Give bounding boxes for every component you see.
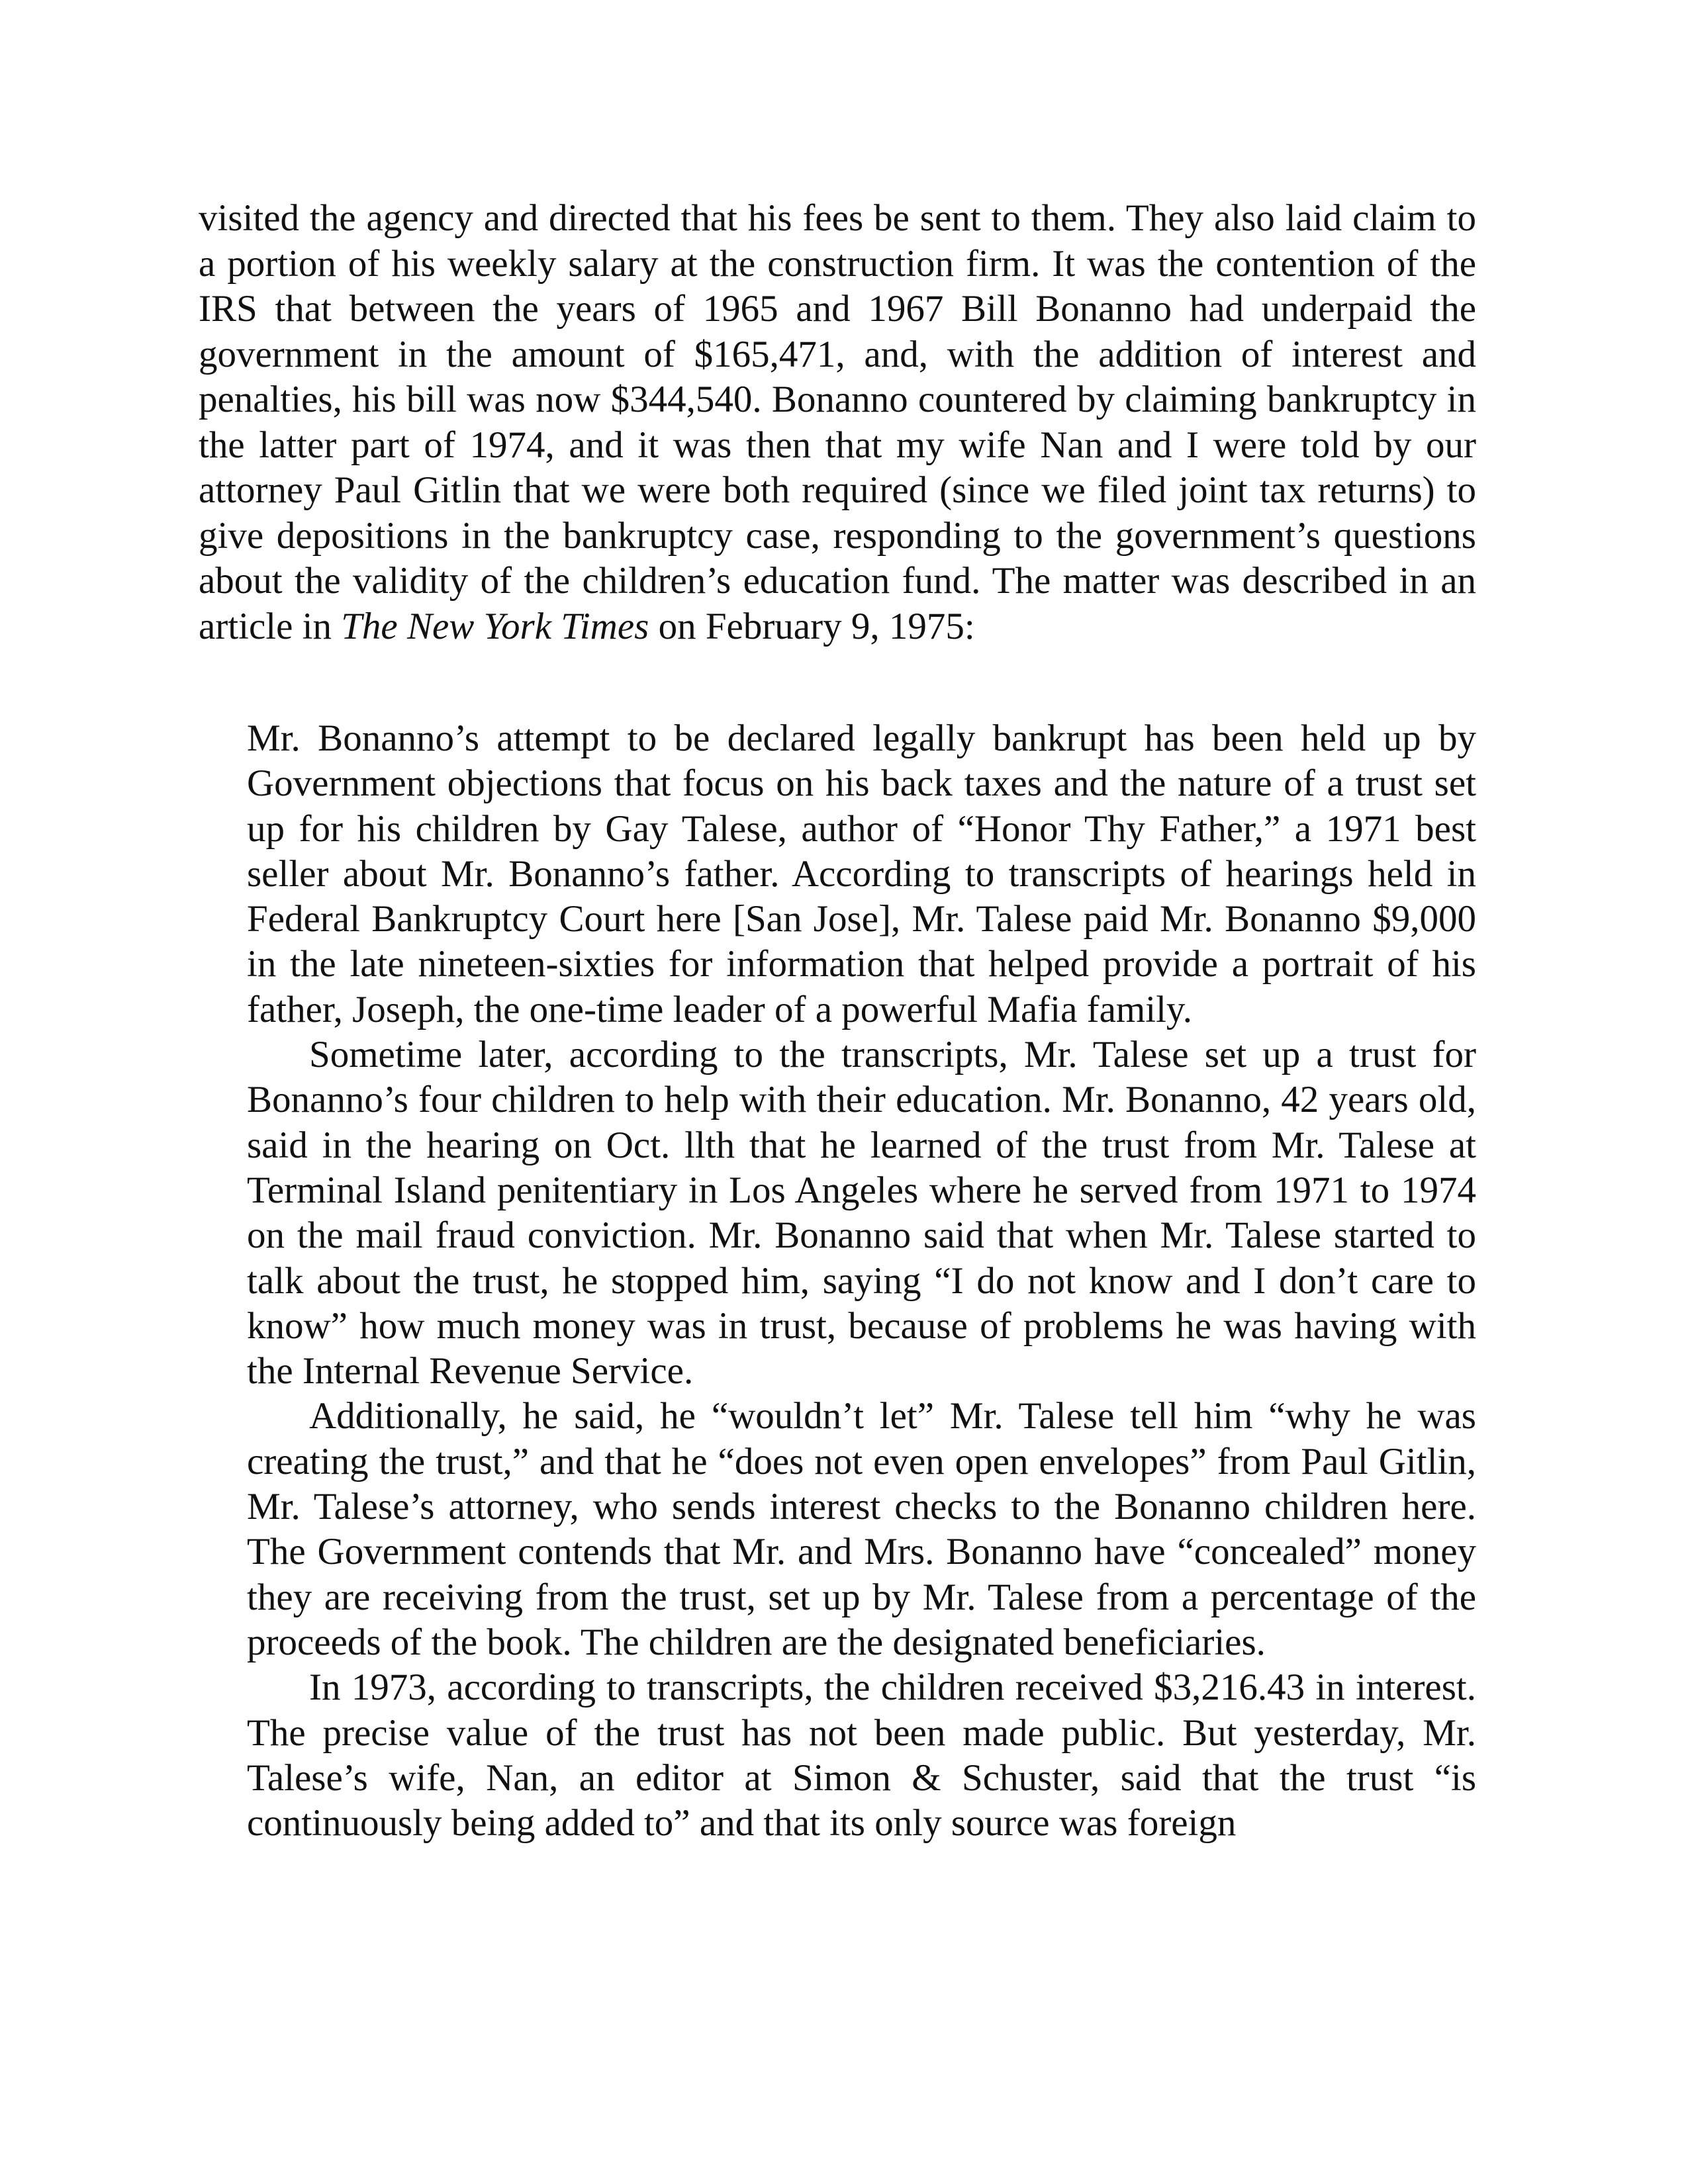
body-text-before-title: visited the agency and directed that his fees be sent to them. They also laid claim to a portion of his weekly salary at the construction firm. It was the contention of the IRS that between the years of 1965 and 1967 Bill Bonanno had underpaid the government in the amount of $165,471, and, with the addition of interest and penalties, his bill was now $344,540. Bonanno countered by claiming bankruptcy in the latter part of 1974, and it was then that my wife Nan and I were told by our attorney Paul Gitlin that we were both required (since we filed joint tax returns) to give depositions in the bankruptcy case, responding to the government’s questions about the validity of the children’s education fund. The matter was described in an article in bbox=[199, 197, 1476, 647]
quote-paragraph-1: Mr. Bonanno’s attempt to be declared legally bankrupt has been held up by Government objections that focus on his back taxes and the nature of a trust set up for his children by Gay Talese, author of “Honor Thy Father,” a 1971 best seller about Mr. Bonanno’s father. According to transcripts of hearings held in Federal Bankruptcy Court here [San Jose], Mr. Talese paid Mr. Bonanno $9,000 in the late nineteen-sixties for information that helped provide a portrait of his father, Joseph, the one-time leader of a powerful Mafia family. bbox=[247, 717, 1476, 1030]
quote-paragraph-3: Additionally, he said, he “wouldn’t let” Mr. Talese tell him “why he was creating the trust,” and that he “does not even open envelopes” from Paul Gitlin, Mr. Talese’s attorney, who sends interest checks to the Bonanno children here. The Government contends that Mr. and Mrs. Bonanno have “concealed” money they are receiving from the trust, set up by Mr. Talese from a percentage of the proceeds of the book. The children are the designated beneficiaries. bbox=[247, 1395, 1476, 1663]
quote-paragraph-4-line-2: interest. The precise value of the trust has not been made public. But bbox=[247, 1666, 1476, 1754]
quote-paragraph-4-line-1: In 1973, according to transcripts, the children received $3,216.43 in bbox=[309, 1666, 1345, 1709]
quote-paragraph-2: Sometime later, according to the transcripts, Mr. Talese set up a trust for Bonanno’s four children to help with their education. Mr. Bonanno, 42 years old, said in the hearing on Oct. llth that he learned of the trust from Mr. Talese at Terminal Island penitentiary in Los Angeles where he served from 1971 to 1974 on the mail fraud conviction. Mr. Bonanno said that when Mr. Talese started to talk about the trust, he stopped him, saying “I do not know and I don’t care to know” how much money was in trust, because of problems he was having with the Internal Revenue Service. bbox=[247, 1034, 1476, 1392]
newspaper-title: The New York Times bbox=[341, 605, 649, 647]
quote-paragraph-4 bbox=[247, 1665, 1476, 1846]
quote-paragraph-4-line-4: trust “is continuously being added to” and that its only source was foreign bbox=[247, 1756, 1477, 1844]
body-paragraph bbox=[199, 196, 1476, 649]
quote-paragraph-4-line-3: yesterday, Mr. Talese’s wife, Nan, an editor at Simon & Schuster, said that the bbox=[247, 1711, 1477, 1799]
body-text-after-title: on February 9, 1975: bbox=[649, 605, 975, 647]
block-quote bbox=[247, 716, 1476, 1846]
